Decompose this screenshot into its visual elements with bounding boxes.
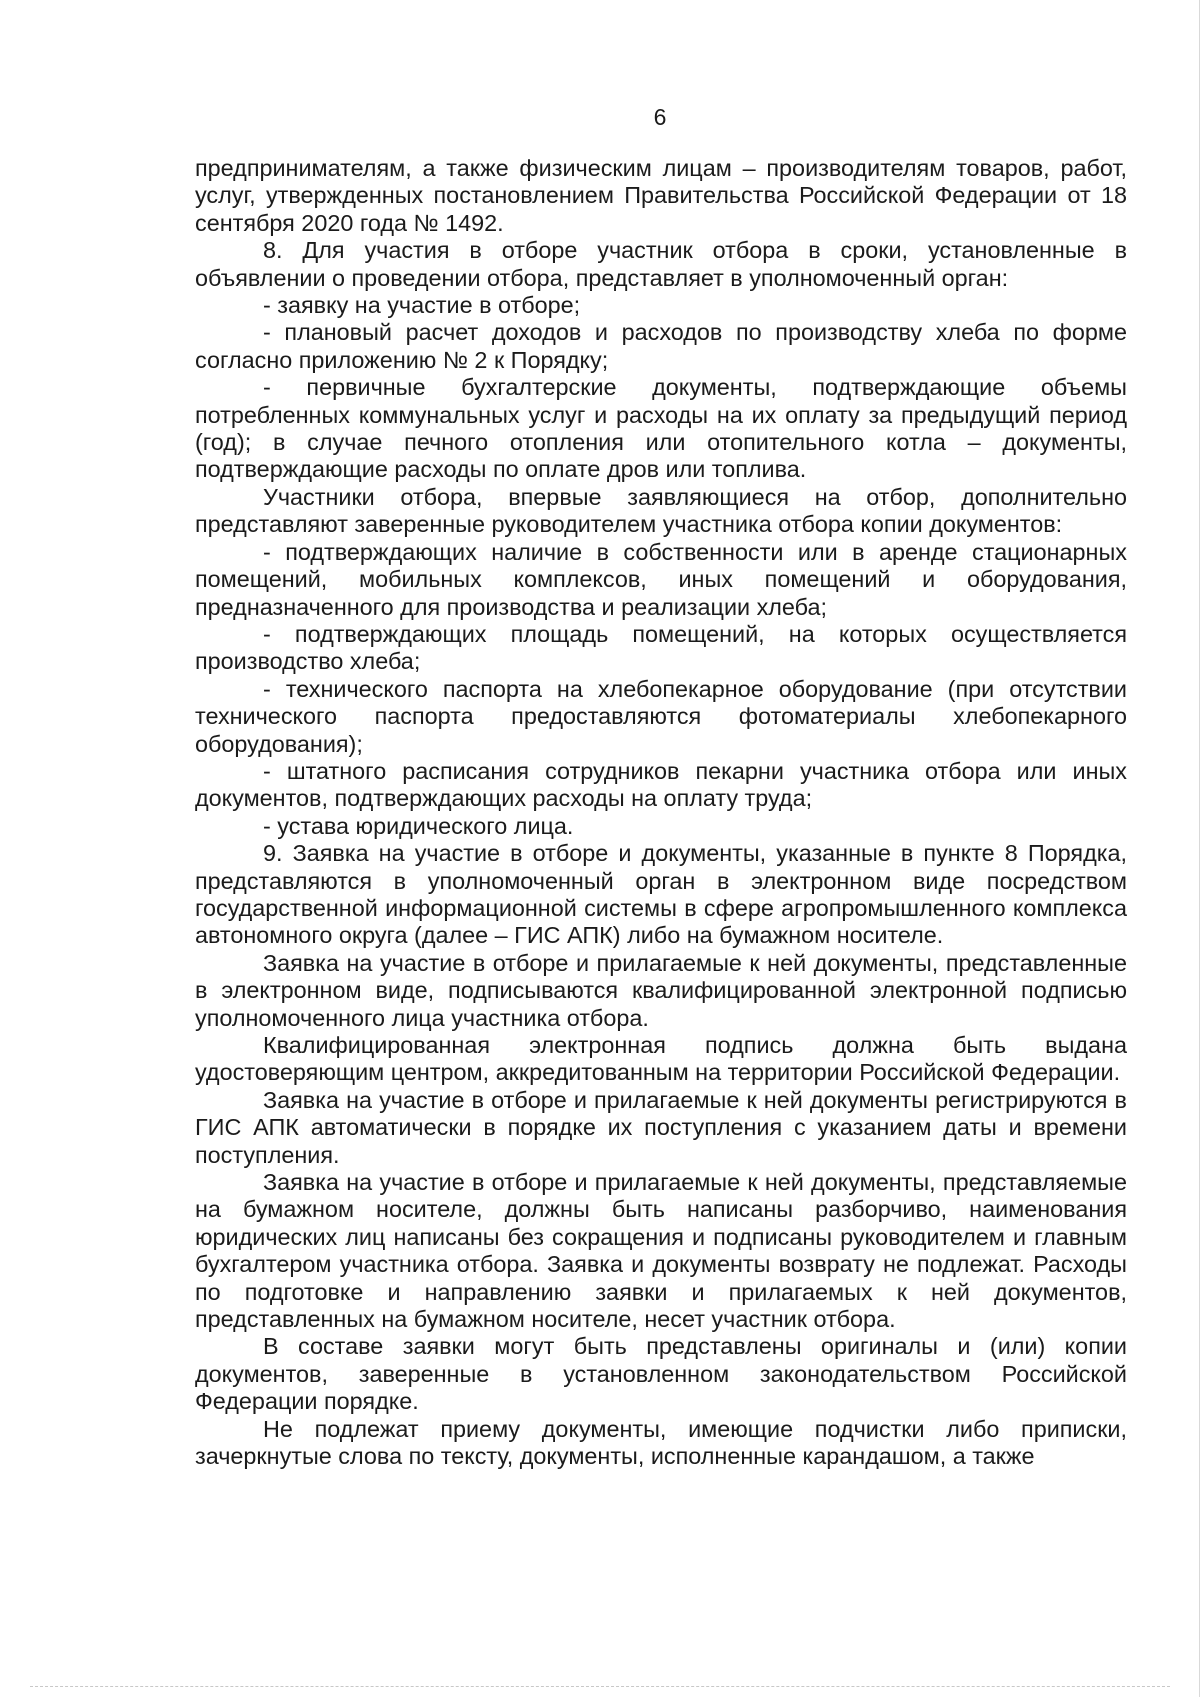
- paragraph: - первичные бухгалтерские документы, подтверждающие объемы потребленных коммунальных услуг и расходы на их оплату за предыдущий период (год); в случае печного отопления или отопительного котла – документы, подтверждающие расходы по оплате дров или топлива.: [195, 374, 1127, 483]
- paragraph: - штатного расписания сотрудников пекарни участника отбора или иных документов, подтверждающих расходы на оплату труда;: [195, 757, 1127, 812]
- paragraph: Заявка на участие в отборе и прилагаемые к ней документы, представляемые на бумажном носителе, должны быть написаны разборчиво, наименования юридических лиц написаны без сокращения и подписаны руководителем и главным бухгалтером участника отбора. Заявка и документы возврату не подлежат. Расходы по подготовке и направлению заявки и прилагаемых к ней документов, представленных на бумажном носителе, несет участник отбора.: [195, 1169, 1127, 1333]
- paragraph: Квалифицированная электронная подпись должна быть выдана удостоверяющим центром, аккредитованным на территории Российской Федерации.: [195, 1032, 1127, 1086]
- page-number: 6: [653, 104, 667, 130]
- paragraph: - подтверждающих площадь помещений, на которых осуществляется производство хлеба;: [195, 620, 1127, 675]
- paragraph: Заявка на участие в отборе и прилагаемые к ней документы, представленные в электронном виде, подписываются квалифицированной электронной подписью уполномоченного лица участника отбора.: [195, 949, 1127, 1031]
- scan-edge-line: [30, 1686, 1170, 1687]
- paragraph: В составе заявки могут быть представлены оригиналы и (или) копии документов, заверенные в установленном законодательством Российской Федерации порядке.: [195, 1333, 1127, 1415]
- paragraph: - подтверждающих наличие в собственности или в аренде стационарных помещений, мобильных комплексов, иных помещений и оборудования, предназначенного для производства и реализации хлеба;: [195, 538, 1127, 620]
- paragraph: 9. Заявка на участие в отборе и документы, указанные в пункте 8 Порядка, представляются в уполномоченный орган в электронном виде посредством государственной информационной системы в сфере агропромышленного комплекса автономного округа (далее – ГИС АПК) либо на бумажном носителе.: [195, 840, 1127, 949]
- paragraph: - устава юридического лица.: [263, 812, 574, 839]
- paragraph: - заявку на участие в отборе;: [263, 292, 581, 319]
- paragraph: - плановый расчет доходов и расходов по производству хлеба по форме согласно приложению № 2 к Порядку;: [195, 319, 1127, 373]
- paragraph: 8. Для участия в отборе участник отбора в сроки, установленные в объявлении о проведении отбора, представляет в уполномоченный орган:: [195, 237, 1127, 291]
- document-body: [195, 155, 1127, 1471]
- paragraph: Заявка на участие в отборе и прилагаемые к ней документы регистрируются в ГИС АПК автоматически в порядке их поступления с указанием даты и времени поступления.: [195, 1086, 1127, 1168]
- paragraph: - технического паспорта на хлебопекарное оборудование (при отсутствии технического паспорта предоставляются фотоматериалы хлебопекарного оборудования);: [195, 675, 1127, 757]
- paragraph: Не подлежат приему документы, имеющие подчистки либо приписки, зачеркнутые слова по тексту, документы, исполненные карандашом, а также: [195, 1415, 1127, 1470]
- paragraph: предпринимателям, а также физическим лицам – производителям товаров, работ, услуг, утвержденных постановлением Правительства Российской Федерации от 18 сентября 2020 года № 1492.: [195, 155, 1127, 236]
- paragraph: Участники отбора, впервые заявляющиеся на отбор, дополнительно представляют заверенные руководителем участника отбора копии документов:: [195, 483, 1127, 538]
